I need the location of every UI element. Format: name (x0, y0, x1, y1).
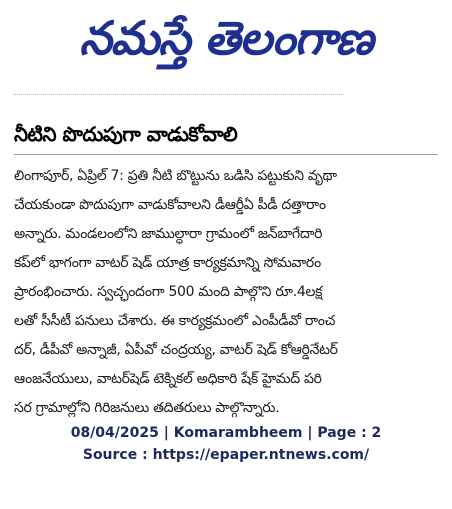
clipping-edge (14, 94, 344, 101)
body-line: చేయకుండా పొదుపుగా వాడుకోవాలని డీఆర్డీఏ పీడీ దత్తారాం (14, 197, 326, 213)
body-line: కప్‌లో భాగంగా వాటర్ షెడ్ యాత్ర కార్యక్రమాన్ని సోమవారం (14, 255, 321, 271)
edition-info: 08/04/2025 | Komarambheem | Page : 2 (70, 425, 382, 441)
article-headline: నీటిని పొదుపుగా వాడుకోవాలి (14, 122, 238, 146)
newspaper-logo: నమస్తే తెలంగాణ (79, 11, 373, 65)
headline-divider (14, 154, 438, 155)
body-line: ప్రారంభించారు. స్వచ్ఛందంగా 500 మంది పాల్గొని రూ.4లక్ష (14, 284, 323, 300)
body-line: దర్, డీపీవో అన్నాజీ, ఏపీవో చంద్రయ్య, వాటర్ షెడ్ కోఆర్డినేటర్ (14, 342, 338, 358)
body-line: అన్నారు. మండలంలోని జాముల్ధారా గ్రామంలో జన్‌బాగేదారి (14, 226, 323, 242)
body-line: సర గ్రామాల్లోని గిరిజనులు తదితరులు పాల్గొన్నారు. (14, 400, 280, 416)
masthead (0, 0, 452, 88)
article-body (14, 162, 440, 423)
body-line: లింగాపూర్, ఏప్రిల్ 7: ప్రతి నీటి బొట్టును ఒడిసి పట్టుకుని వృథా (14, 168, 337, 184)
clipping-footer (0, 422, 452, 466)
source-link[interactable]: Source : https://epaper.ntnews.com/ (82, 447, 370, 463)
body-line: ఆంజనేయులు, వాటర్‌షెడ్ టెక్నికల్ అధికారి షేక్ హైమద్ పరి (14, 371, 322, 387)
body-line: లతో సీసీటీ పనులు చేశారు. ఈ కార్యక్రమంలో ఎంపీడీవో రాంచ (14, 313, 336, 329)
